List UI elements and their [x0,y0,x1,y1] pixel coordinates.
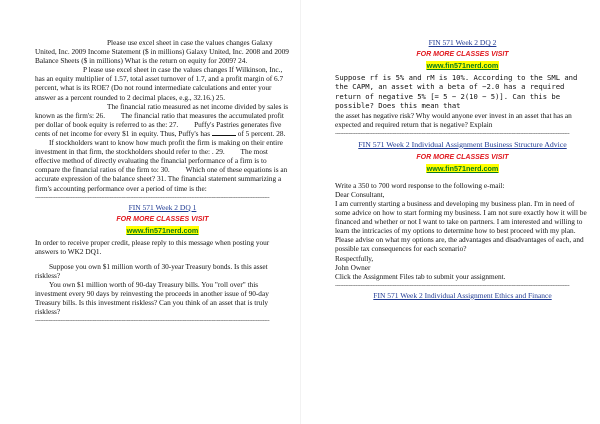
dq1-question-2-text: You own $1 million worth of 90-day Treasury bills. You "roll over" this investment every 90 days by reinvesting the proceeds in another issue of 90-day Treasury bills. Is this investment riskless? Can you think of an asset that is truly riskless? [35,279,269,317]
question-text-8: Which one of these equations is an accurate expression of the balance sheet? 31. The financial statement summarizing a firm's accounting performance over a period of time is the: [35,165,288,193]
dq2-question-text: the asset has negative risk? Why would anyone ever invest in an asset that has an expected and required return that is negative? Explain [335,110,572,129]
dq2-title-link[interactable]: FIN 571 Week 2 DQ 2 [428,38,497,47]
dq2-question-mono: Suppose rf is 5% and rM is 10%. According to the SML and the CAPM, an asset with a beta of −2.0 has a required return of negative 5% [= 5 − 2(10 − 5)]. Can this be possible? Does this mean that [335,73,578,111]
answer-blank [212,129,236,136]
assignment-title-link[interactable]: FIN 571 Week 2 Individual Assignment Business Structure Advice [358,139,567,149]
promo-text: FOR MORE CLASSES VISIT [116,215,209,223]
email-signature: John Owner [335,262,371,272]
website-link[interactable]: www.fin571nerd.com [426,61,499,70]
promo-text: FOR MORE CLASSES VISIT [416,51,509,58]
separator-line: ------------------------------------------------------------------------------------------------------------------------------------------ [335,282,570,289]
question-text-5b: of 5 percent. 28. [237,128,286,138]
separator-line: ------------------------------------------------------------------------------------------------------------------------------------------ [35,194,270,201]
quiz-questions-text [35,38,290,193]
dq1-title-link[interactable]: FIN 571 Week 2 DQ 1 [128,202,197,212]
right-page [300,0,600,424]
assignment-intro: Write a 350 to 700 word response to the following e-mail: [335,180,505,190]
question-text-6: If stockholders want to know how much profit the firm is making on their entire investment in that firm, the stockholders should refer to the: . 29. [35,138,283,157]
dq1-order-text: In order to receive proper credit, please reply to this message when posting your answers to WK2 DQ1. [35,237,270,256]
separator-line: ------------------------------------------------------------------------------------------------------------------------------------------ [35,318,270,325]
dq1-question-1 [35,262,290,280]
question-text-2: P lease use excel sheet in case the values changes If Wilkinson, Inc., has an equity multiplier of 1.57, total asset turnover of 1.7, and a profit margin of 6.7 percent, what is its ROE? (Do not round intermediate calculations and enter your answer as a percent rounded to 2 decimal places, e.g., 32.16.) 25. [35,65,284,102]
question-text-3: The financial ratio measured as net income divided by sales is known as the firm's: 26. [35,101,289,120]
question-text-5a: Puffy's Pastries generates five cents of net income for every $1 in equity. Thus, Puffy's has [35,119,282,138]
ethics-title-link[interactable]: FIN 571 Week 2 Individual Assignment Ethics and Finance [373,290,552,300]
website-link[interactable]: www.fin571nerd.com [426,163,499,173]
question-text-4: The financial ratio that measures the accumulated profit per dollar of book equity is referred to as the: 27. [35,110,284,129]
submit-note: Click the Assignment Files tab to submit your assignment. [335,271,506,281]
question-text-1: Please use excel sheet in case the values changes Galaxy United, Inc. 2009 Income Statement ($ in millions) Galaxy United, Inc. 2008 and 2009 Balance Sheets ($ in millions) What is the return on equity for 2009? 24. [35,38,289,66]
promo-text: FOR MORE CLASSES VISIT [416,153,509,161]
dq1-question-2 [35,280,290,316]
dq1-question-1-text: Suppose you own $1 million worth of 30-year Treasury bonds. Is this asset riskless? [35,261,268,280]
separator-line: ------------------------------------------------------------------------------------------------------------------------------------------ [335,130,570,137]
question-text-7: The most effective method of directly evaluating the financial performance of a firm is to compare the financial ratios of the firm to: 30. [35,147,268,175]
email-closing: Respectfully, [335,253,374,263]
email-greeting: Dear Consultant, [335,189,385,199]
website-link[interactable]: www.fin571nerd.com [126,225,199,235]
email-body: I am currently starting a business and developing my business plan. I'm in need of some advice on how to start forming my business. I am not sure exactly how it will be financed and whether or not I want to take on partners. I am interested and willing to learn the intricacies of my options to determine how to best proceed with my plan. Please advise on what my options are, the advantages and disadvantages of each, and possible tax consequences for each scenario? [335,199,587,254]
